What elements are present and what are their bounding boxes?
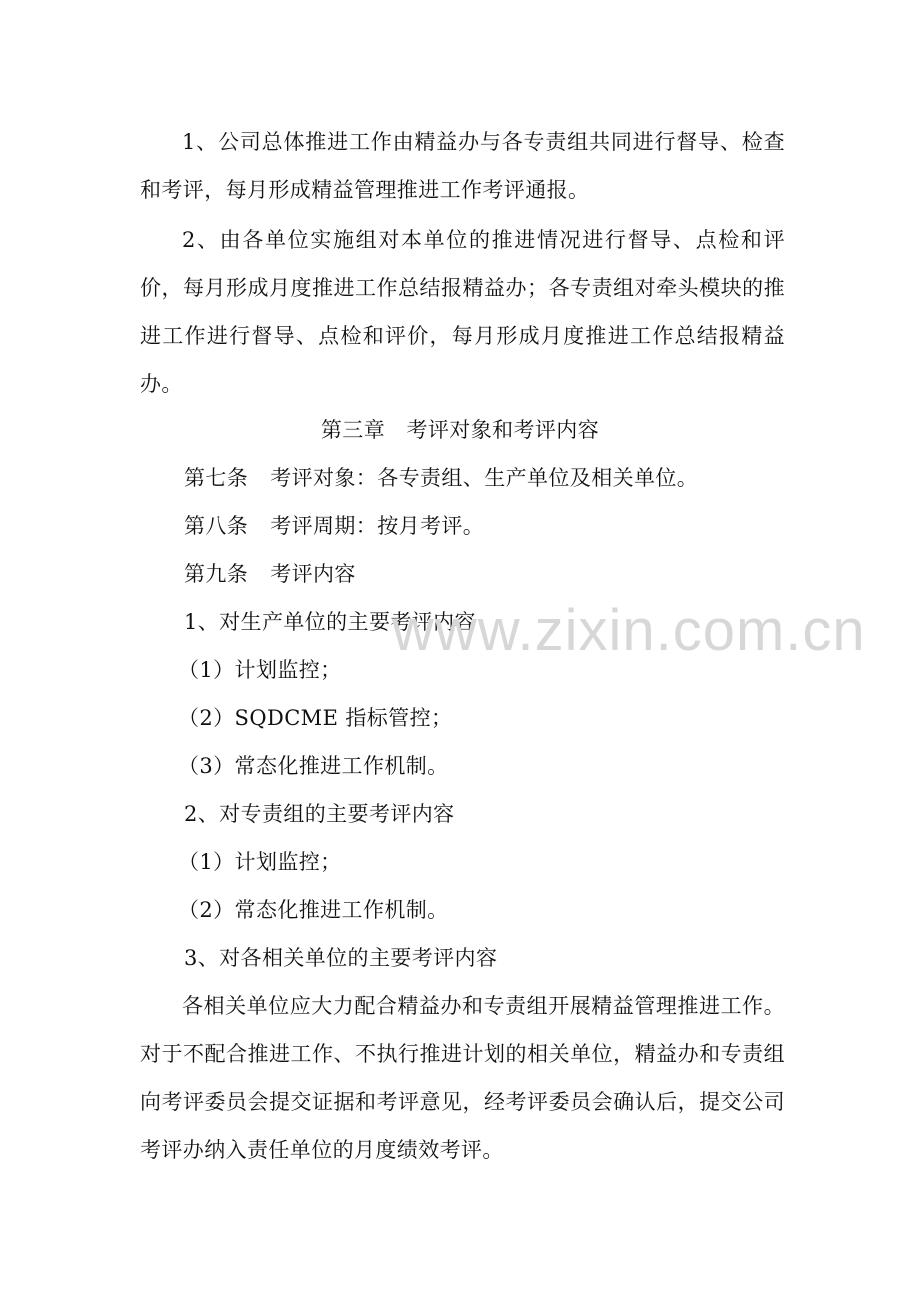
item-1-sub-1: （1）计划监控； bbox=[178, 658, 342, 682]
item-1-title: 1、对生产单位的主要考评内容 bbox=[184, 610, 476, 634]
paragraph-2: 2、由各单位实施组对本单位的推进情况进行督导、点检和评价，每月形成月度推进工作总结报精益办；各专责组对牵头模块的推进工作进行督导、点检和评价，每月形成月度推进工作总结报精益办。 bbox=[140, 228, 785, 396]
article-8-text: 考评周期：按月考评。 bbox=[270, 514, 485, 538]
item-2-sub-2: （2）常态化推进工作机制。 bbox=[178, 898, 449, 922]
item-3-title: 3、对各相关单位的主要考评内容 bbox=[184, 946, 498, 970]
item-2-title: 2、对专责组的主要考评内容 bbox=[184, 802, 455, 826]
article-7-text: 考评对象：各专责组、生产单位及相关单位。 bbox=[270, 466, 699, 490]
item-1-sub-2: （2）SQDCME 指标管控； bbox=[178, 706, 453, 730]
article-9 bbox=[184, 550, 356, 598]
item-2-sub-1: （1）计划监控； bbox=[178, 850, 342, 874]
chapter-title: 第三章 考评对象和考评内容 bbox=[320, 418, 600, 442]
watermark-text: www.zixin.com.cn bbox=[392, 598, 866, 663]
article-8-label: 第八条 bbox=[184, 514, 249, 538]
article-8 bbox=[184, 502, 484, 550]
article-9-text: 考评内容 bbox=[270, 562, 356, 586]
article-9-label: 第九条 bbox=[184, 562, 249, 586]
article-7 bbox=[184, 454, 698, 502]
paragraph-1: 1、公司总体推进工作由精益办与各专责组共同进行督导、检查和考评，每月形成精益管理推进工作考评通报。 bbox=[140, 130, 785, 202]
item-1-sub-3: （3）常态化推进工作机制。 bbox=[178, 754, 449, 778]
article-7-label: 第七条 bbox=[184, 466, 249, 490]
paragraph-final: 各相关单位应大力配合精益办和专责组开展精益管理推进工作。对于不配合推进工作、不执行推进计划的相关单位，精益办和专责组向考评委员会提交证据和考评意见，经考评委员会确认后，提交公司考评办纳入责任单位的月度绩效考评。 bbox=[140, 994, 785, 1162]
